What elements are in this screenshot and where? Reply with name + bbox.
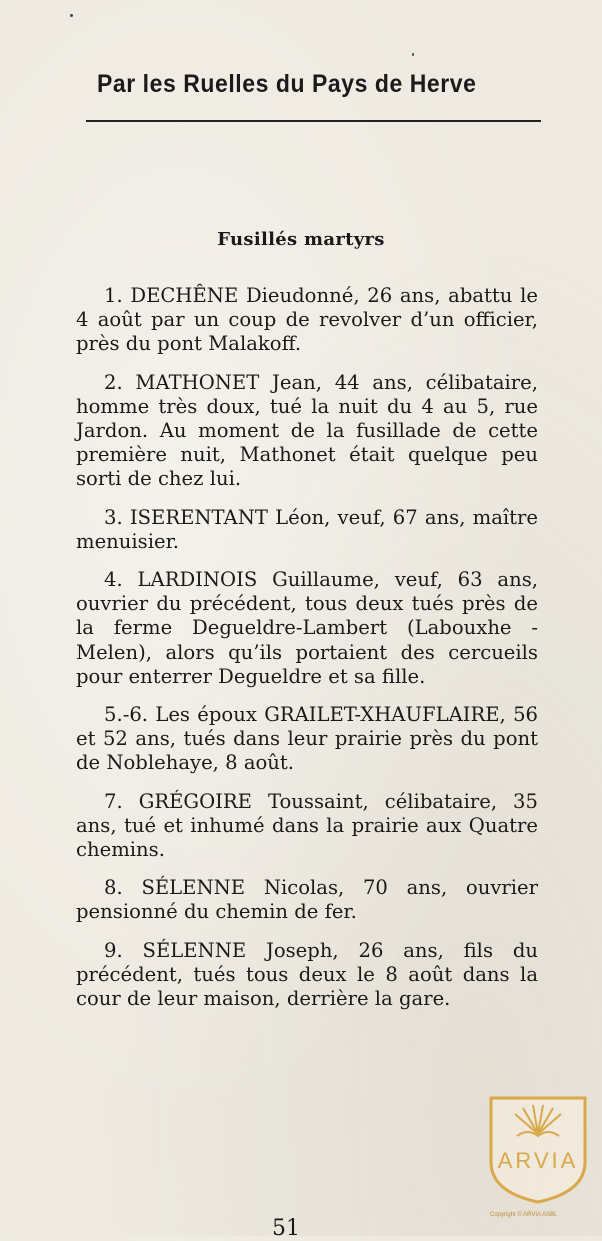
entry-list — [76, 284, 538, 1025]
entry-name: MATHONET — [135, 370, 260, 394]
list-item — [76, 506, 538, 554]
entry-number: 9. — [104, 938, 123, 962]
entry-name: SÉLENNE — [142, 938, 247, 962]
ink-speck — [70, 14, 73, 17]
entry-text: Jean, 44 ans, célibataire, homme très doux, tué la nuit du 4 au 5, rue Jardon. Au moment de la fusillade de cette première nuit, Mathonet était quelque peu sorti de chez lui. — [76, 370, 538, 491]
running-head: Par les Ruelles du Pays de Herve — [97, 70, 477, 98]
entry-number: 4. — [104, 568, 123, 592]
entry-number: 1. — [104, 284, 123, 307]
entry-text: 56 et 52 ans, tués dans leur prairie près du pont de Noblehaye, 8 août. — [76, 703, 539, 775]
entry-text: Joseph, 26 ans, fils du précédent, tués tous deux le 8 août dans la cour de leur maison, derrière la gare. — [76, 938, 538, 1011]
entry-text: Toussaint, célibataire, 35 ans, tué et inhumé dans la prairie aux Quatre chemins. — [76, 789, 538, 862]
section-title: Fusillés martyrs — [217, 229, 385, 250]
entry-number: 2. — [104, 370, 123, 394]
entry-text: Dieudonné, 26 ans, abattu le 4 août par un coup de revolver d’un officier, près du pont Malakoff. — [76, 284, 538, 356]
copyright-notice: Copyright © ARVIA ASBL — [490, 1212, 558, 1218]
ink-speck — [412, 53, 414, 56]
entry-name: ISERENTANT — [129, 505, 268, 529]
entry-text: Léon, veuf, 67 ans, maître menuisier. — [76, 505, 539, 553]
list-item — [76, 790, 538, 863]
list-item — [76, 284, 538, 357]
list-item — [76, 876, 538, 924]
entry-name: LARDINOIS — [137, 568, 258, 592]
entry-number: 7. — [104, 789, 123, 813]
list-item — [76, 568, 538, 689]
entry-name: GRÉGOIRE — [138, 789, 252, 813]
entry-name: SÉLENNE — [141, 876, 246, 900]
entry-number: 8. — [104, 876, 123, 900]
watermark-text: ARVIA — [497, 1148, 579, 1173]
list-item — [76, 939, 538, 1012]
entry-text: Guillaume, veuf, 63 ans, ouvrier du précédent, tous deux tués près de la ferme Degueldre-Lambert (Labouxhe - Melen), alors qu’ils portaient des cercueils pour enterrer Degueldre et sa fille. — [76, 568, 538, 688]
list-item — [76, 703, 538, 776]
entry-number: 5.-6. — [104, 703, 149, 727]
entry-number: 3. — [104, 505, 123, 529]
list-item — [76, 371, 538, 492]
entry-text: Nicolas, 70 ans, ouvrier pensionné du chemin de fer. — [76, 876, 538, 924]
entry-name: DECHÊNE — [130, 284, 239, 307]
page-number: 51 — [272, 1216, 300, 1241]
arvia-logo — [483, 1092, 593, 1204]
header-rule — [86, 120, 541, 122]
entry-name: Les époux GRAILET-XHAUFLAIRE, — [155, 703, 506, 727]
